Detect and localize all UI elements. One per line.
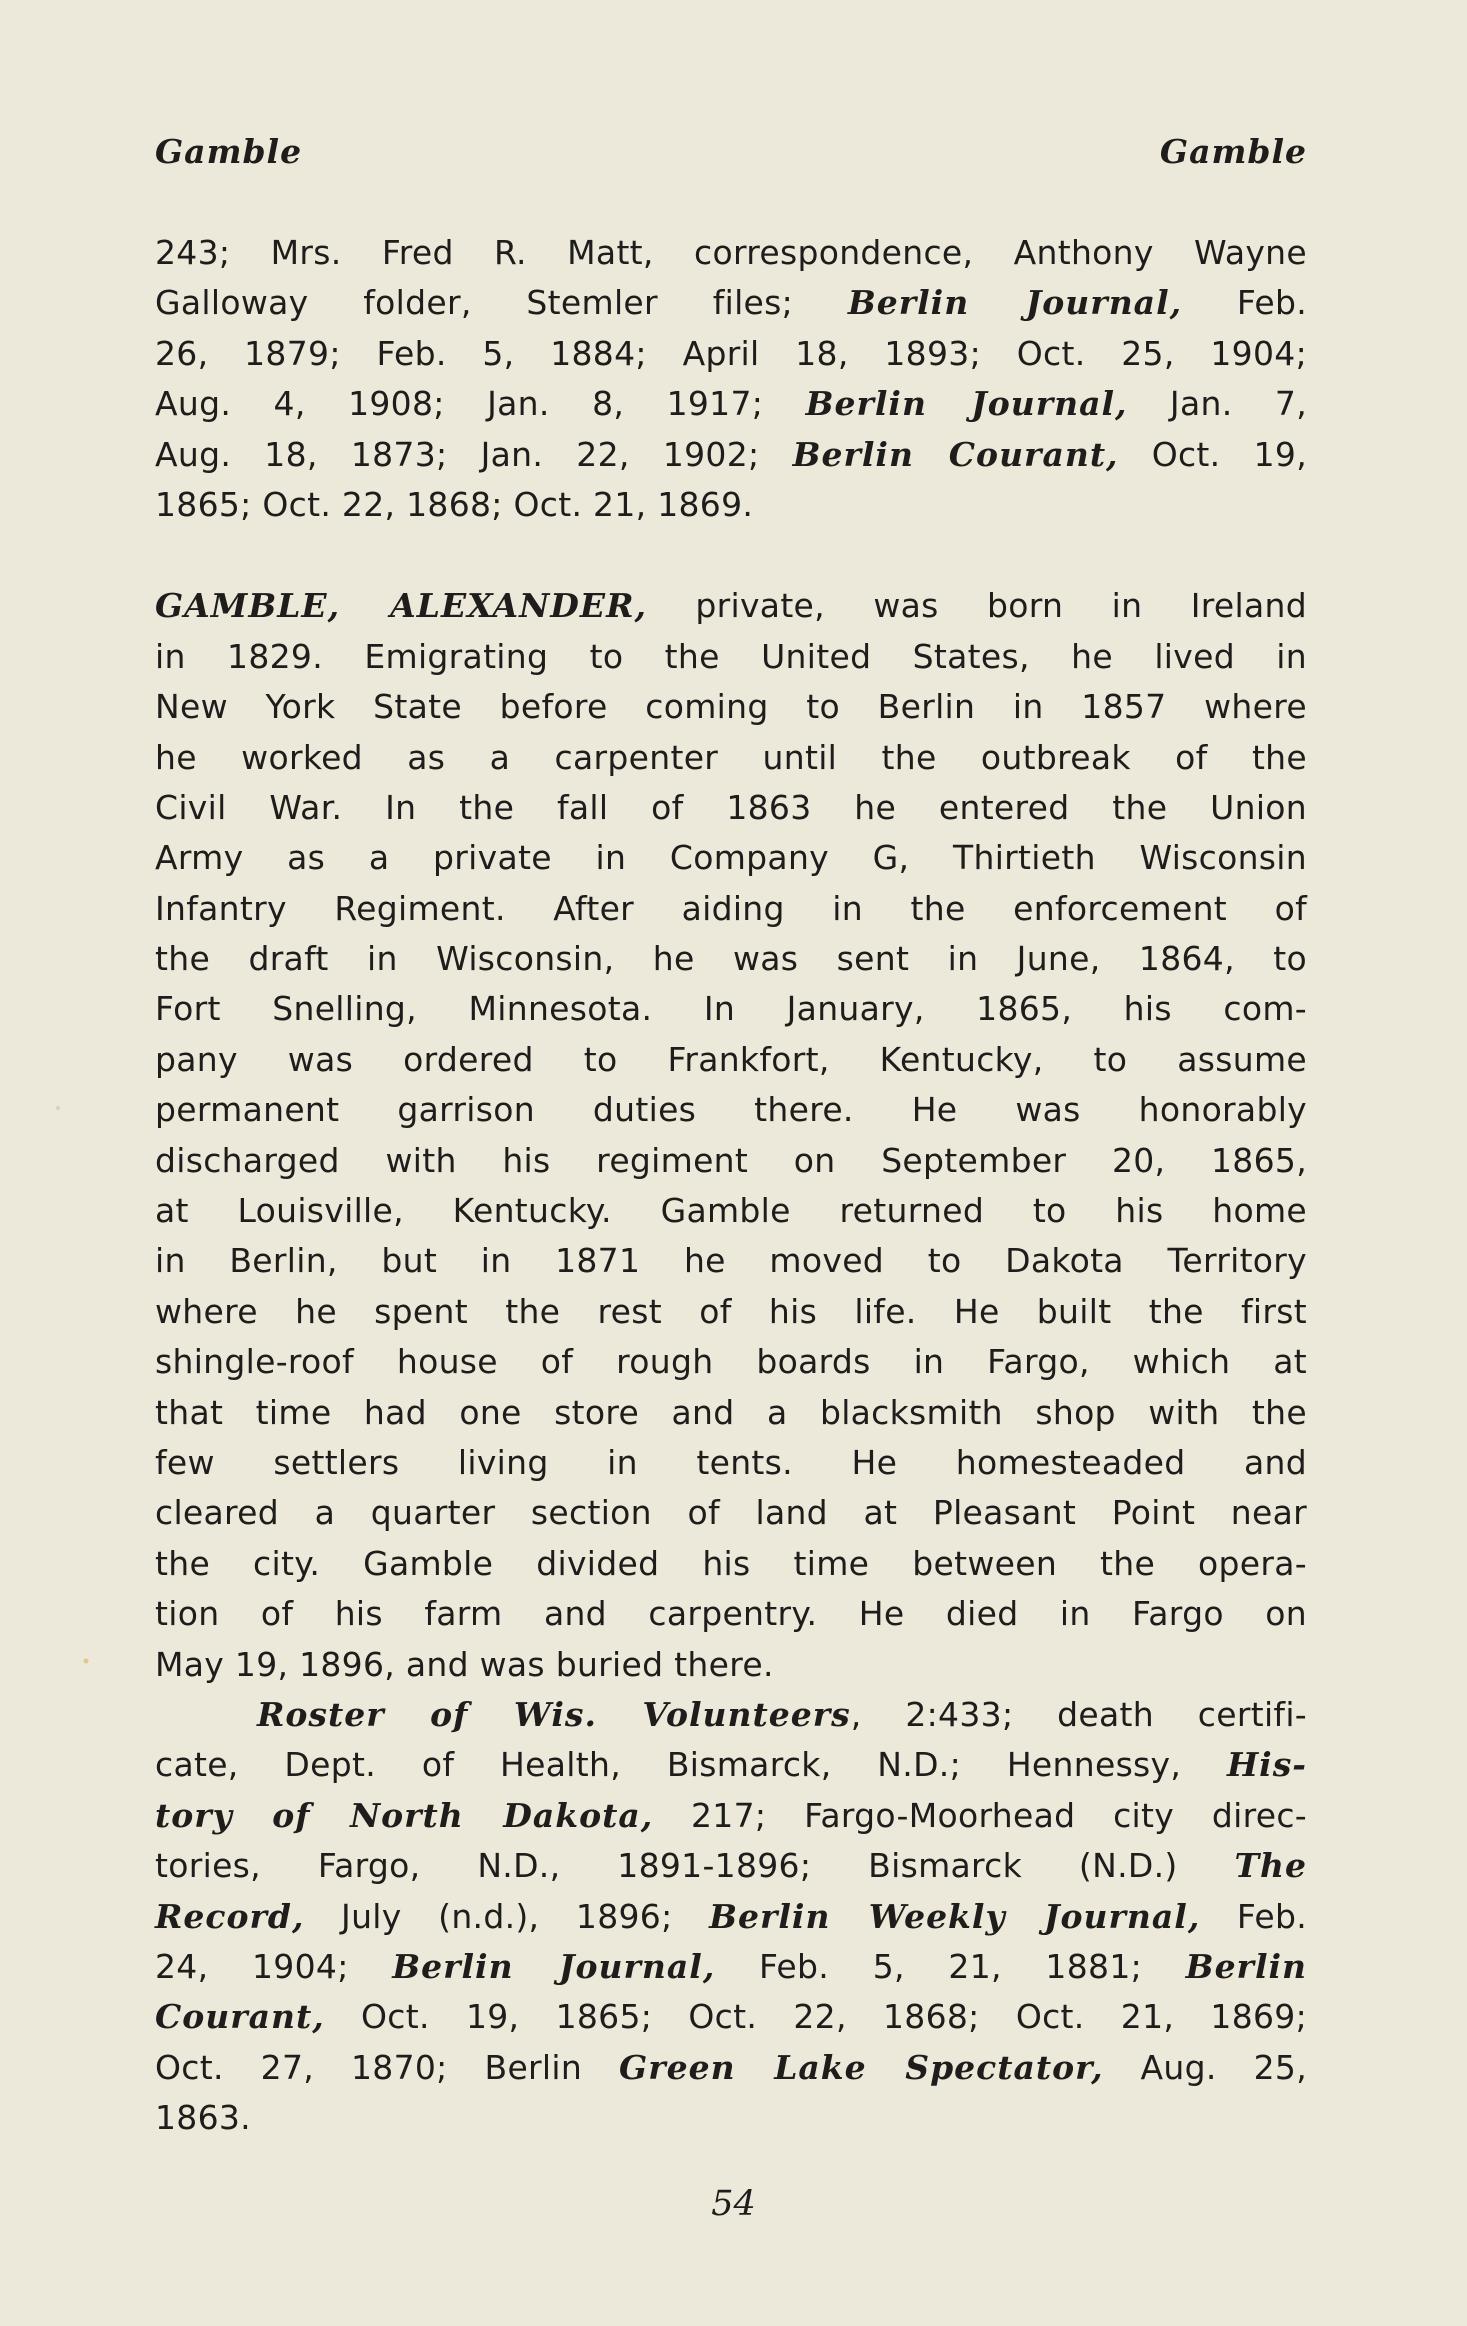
text-line: in 1829. Emigrating to the United States, he lived in [155, 636, 1307, 676]
paper-speck [84, 1659, 89, 1664]
text-line: that time had one store and a blacksmith shop with the [155, 1392, 1307, 1432]
body-text [155, 228, 1307, 2143]
source-title: Berlin Courant, [792, 434, 1119, 474]
text-line: Courant, Oct. 19, 1865; Oct. 22, 1868; Oct. 21, 1869; [155, 1997, 1307, 2037]
text-line: May 19, 1896, and was buried there. [155, 1644, 774, 1684]
text-line: Aug. 4, 1908; Jan. 8, 1917; Berlin Journal, Jan. 7, [155, 384, 1307, 424]
text-line: 24, 1904; Berlin Journal, Feb. 5, 21, 1881; Berlin [155, 1946, 1308, 1986]
text-line: Army as a private in Company G, Thirtieth Wisconsin [155, 838, 1307, 878]
text-line: Civil War. In the fall of 1863 he entered the Union [155, 787, 1307, 827]
source-title: Berlin Journal, [805, 384, 1128, 424]
text-line: tory of North Dakota, 217; Fargo-Moorhead city direc- [155, 1795, 1307, 1835]
text-line: GAMBLE, ALEXANDER, private, was born in Ireland [155, 586, 1307, 626]
text-line: he worked as a carpenter until the outbreak of the [155, 737, 1307, 777]
text-line: 1865; Oct. 22, 1868; Oct. 21, 1869. [155, 484, 754, 524]
text-line: discharged with his regiment on September 20, 1865, [155, 1140, 1307, 1180]
text-line: Fort Snelling, Minnesota. In January, 1865, his com- [155, 989, 1307, 1029]
entry-name: GAMBLE, ALEXANDER, [155, 586, 647, 626]
text-line: shingle-roof house of rough boards in Fargo, which at [155, 1342, 1307, 1382]
source-title: Berlin Journal, [847, 283, 1183, 323]
source-title: Berlin Journal, [392, 1946, 716, 1986]
source-title: Courant, [155, 1997, 325, 2037]
source-title: Roster of Wis. Volunteers [257, 1694, 851, 1734]
text-line: the city. Gamble divided his time between the opera- [155, 1543, 1307, 1583]
text-line: where he spent the rest of his life. He built the first [155, 1291, 1307, 1331]
text-line: Record, July (n.d.), 1896; Berlin Weekly Journal, Feb. [155, 1896, 1307, 1936]
text-line: in Berlin, but in 1871 he moved to Dakota Territory [155, 1241, 1307, 1281]
source-title: Berlin [1185, 1946, 1308, 1986]
text-line: few settlers living in tents. He homesteaded and [155, 1442, 1307, 1482]
text-line: Galloway folder, Stemler files; Berlin Journal, Feb. [155, 283, 1307, 323]
text-line: pany was ordered to Frankfort, Kentucky, to assume [155, 1039, 1307, 1079]
text-line: tion of his farm and carpentry. He died in Fargo on [155, 1594, 1307, 1634]
text-line: 26, 1879; Feb. 5, 1884; April 18, 1893; Oct. 25, 1904; [155, 333, 1307, 373]
sources-gamble-alexander [155, 1690, 1307, 2144]
source-title: Record, [155, 1896, 305, 1936]
previous-entry-sources [155, 228, 1307, 530]
page-number: 54 [711, 2184, 756, 2224]
text-line: permanent garrison duties there. He was honorably [155, 1090, 1307, 1130]
text-line: Aug. 18, 1873; Jan. 22, 1902; Berlin Courant, Oct. 19, [155, 434, 1308, 474]
text-line: the draft in Wisconsin, he was sent in June, 1864, to [155, 939, 1307, 979]
text-line: tories, Fargo, N.D., 1891-1896; Bismarck (N.D.) The [155, 1846, 1307, 1886]
text-line: cleared a quarter section of land at Pleasant Point near [155, 1493, 1307, 1533]
running-head [155, 132, 1307, 171]
source-title: Green Lake Spectator, [619, 2047, 1104, 2087]
biography-gamble-alexander [155, 581, 1307, 1690]
running-head-left: Gamble [155, 132, 303, 171]
source-title: The [1234, 1846, 1307, 1886]
text-line: Infantry Regiment. After aiding in the enforcement of [155, 888, 1307, 928]
text-line: at Louisville, Kentucky. Gamble returned to his home [155, 1191, 1307, 1231]
text-line: 243; Mrs. Fred R. Matt, correspondence, Anthony Wayne [155, 233, 1307, 272]
text-line: Roster of Wis. Volunteers, 2:433; death certifi- [257, 1694, 1308, 1734]
source-title: Berlin Weekly Journal, [709, 1896, 1201, 1936]
source-title: His- [1227, 1745, 1307, 1785]
running-head-right: Gamble [1159, 132, 1307, 171]
text-line: Oct. 27, 1870; Berlin Green Lake Spectator, Aug. 25, [155, 2047, 1307, 2087]
source-title: tory of North Dakota, [155, 1795, 654, 1835]
text-line: 1863. [155, 2098, 251, 2138]
text-line: cate, Dept. of Health, Bismarck, N.D.; Hennessy, His- [155, 1745, 1307, 1785]
text-line: New York State before coming to Berlin in 1857 where [155, 687, 1307, 727]
paper-speck [56, 1106, 60, 1110]
